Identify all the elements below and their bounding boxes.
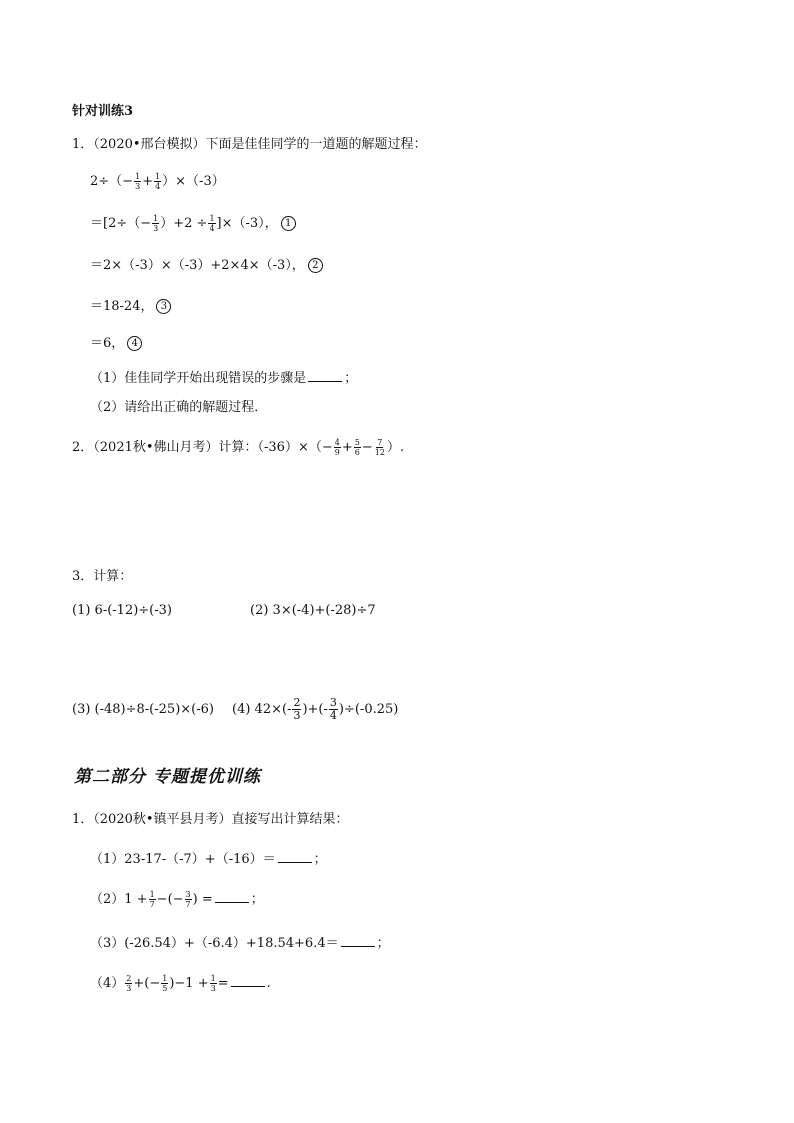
- fraction: $\frac{5}{6}$: [354, 438, 360, 457]
- expr-text: （2）1 +: [90, 892, 148, 907]
- punctuation: .: [266, 976, 271, 991]
- sub-question-text: （1）佳佳同学开始出现错误的步骤是: [90, 371, 307, 386]
- answer-blank[interactable]: [278, 850, 312, 863]
- answer-blank[interactable]: [231, 974, 265, 987]
- step-marker: 4: [127, 336, 142, 351]
- step-1: [90, 214, 296, 233]
- expr-text: ）×（-3）: [162, 174, 225, 189]
- answer-blank[interactable]: [215, 890, 249, 903]
- punctuation: ；: [344, 371, 358, 386]
- expr-text: −(−: [156, 892, 184, 907]
- question-3-part-1: (1) 6-(-12)÷(-3): [72, 603, 172, 618]
- expr-text: （3）(-26.54）+（-6.4）+18.54+6.4＝: [90, 936, 339, 951]
- answer-blank[interactable]: [308, 369, 342, 382]
- expr-text: (4) 42×(-: [232, 702, 292, 717]
- expr-text: )÷(-0.25): [338, 702, 399, 717]
- expr-text: +(−: [133, 976, 161, 991]
- step-4: [90, 335, 142, 353]
- fraction: $\frac{1}{4}$: [155, 172, 161, 191]
- question-2: [72, 438, 404, 457]
- sub-question-1: [90, 369, 357, 388]
- question-3-intro: 3．计算：: [72, 569, 133, 584]
- expr-text: =: [217, 976, 229, 991]
- punctuation: ；: [376, 936, 390, 951]
- punctuation: ；: [313, 852, 327, 867]
- step-marker: 1: [281, 216, 296, 231]
- fraction: $\frac{1}{4}$: [209, 214, 215, 233]
- punctuation: ；: [250, 892, 264, 907]
- question-text: 2．（2021秋•佛山月考）计算：（-36）×（−: [72, 440, 333, 455]
- expr-text: ) =: [192, 892, 213, 907]
- sub-question-2: （2）请给出正确的解题过程．: [90, 400, 268, 415]
- sub-item-3: [90, 934, 390, 953]
- fraction: $\frac{1}{7}$: [149, 890, 155, 909]
- expr-text: )−1 +: [169, 976, 209, 991]
- fraction: $\frac{2}{3}$: [293, 696, 301, 722]
- fraction: $\frac{4}{9}$: [334, 438, 340, 457]
- step-marker: 3: [156, 299, 171, 314]
- expr-text: +: [341, 440, 353, 455]
- expr-text: ＝2×（-3）×（-3）+2×4×（-3），: [90, 258, 305, 273]
- expr-text: ＝[2÷（−: [90, 216, 152, 231]
- question-3-part-2: (2) 3×(-4)+(-28)÷7: [250, 603, 376, 618]
- sub-item-1: [90, 850, 327, 869]
- section-2-question-1-intro: 1．（2020秋•镇平县月考）直接写出计算结果：: [72, 812, 349, 827]
- expr-text: ＝6，: [90, 336, 125, 351]
- fraction: $\frac{1}{3}$: [210, 974, 216, 993]
- expr-text: +: [142, 174, 154, 189]
- question-1-intro: 1．（2020•邢台模拟）下面是佳佳同学的一道题的解题过程：: [72, 137, 427, 152]
- expr-text: ）+2 ÷: [160, 216, 208, 231]
- question-3-part-3: (3) (-48)÷8-(-25)×(-6): [72, 702, 214, 717]
- fraction: $\frac{2}{3}$: [126, 974, 132, 993]
- fraction: $\frac{1}{5}$: [162, 974, 168, 993]
- fraction: $\frac{1}{3}$: [135, 172, 141, 191]
- sub-item-2: [90, 890, 264, 909]
- question-3-part-4: [232, 697, 398, 722]
- sub-item-4: [90, 974, 271, 993]
- step-3: [90, 298, 171, 316]
- step-marker: 2: [308, 258, 323, 273]
- fraction: $\frac{1}{3}$: [153, 214, 159, 233]
- expr-text: 2÷（−: [90, 174, 134, 189]
- fraction: $\frac{3}{4}$: [329, 696, 337, 722]
- expr-text: ）.: [386, 440, 405, 455]
- section-title: 针对训练3: [72, 104, 134, 119]
- step-2: [90, 257, 323, 275]
- fraction: $\frac{3}{7}$: [185, 890, 191, 909]
- expr-text: −: [361, 440, 373, 455]
- expression-line-0: [90, 172, 225, 191]
- fraction: $\frac{7}{12}$: [374, 438, 385, 457]
- expr-text: （1）23-17-（-7）+（-16）＝: [90, 852, 276, 867]
- expr-text: ]×（-3），: [216, 216, 278, 231]
- expr-text: （4）: [90, 976, 125, 991]
- answer-blank[interactable]: [341, 934, 375, 947]
- expr-text: ＝18-24，: [90, 299, 154, 314]
- section-2-title: 第二部分 专题提优训练: [74, 767, 261, 787]
- expr-text: )+(-: [302, 702, 328, 717]
